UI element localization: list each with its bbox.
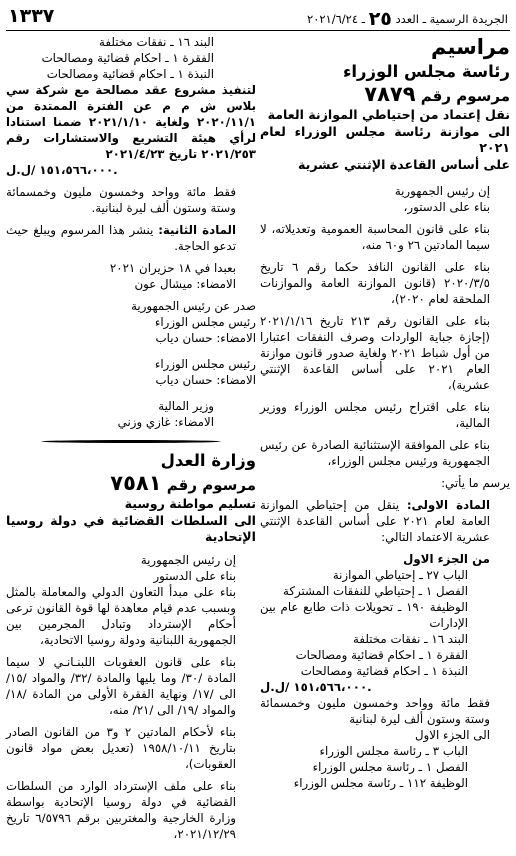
subparagraph-1-cont: النبذة ١ ـ احكام قضائية ومصالحات [46, 67, 214, 81]
preamble-budget-law: بناء على القانون النافذ حكما رقم ٦ تاريخ ٢٠٢٠/٣/٥ (قانون الموازنة العامة والموازنات الملحقة لعام ٢٠٢٠)، [260, 260, 490, 306]
function-112: الوظيفة ١١٢ ـ رئاسة مجلس الوزراء [293, 776, 468, 790]
decree-2-penal-code: بناء على قانون العقوبات اللبنـانـي لا سيما المادة /٣٠/ وما يليها والمادة /٣٢/ والمواد /١٥/ الى /١٧/ ونهاية الفقرة الأولى من المادة /١٨/ والمواد /١٩/ الى /٢١/ منه، [6, 654, 237, 717]
signature-president: الامضاء: ميشال عون [134, 277, 236, 291]
amount-in-words: فقط مائة وواحد وخمسون مليون وخمسمائة وستة وستون ألف ليرة لبنانية [260, 696, 490, 726]
decree-number: ٧٨٧٩ [364, 82, 416, 106]
paragraph-1: الفقرة ١ ـ احكام قضائية ومصالحات [295, 648, 468, 662]
signature-finance-minister: الامضاء: غازي وزني [117, 415, 214, 429]
decree-2-subject-2: الى السلطات القضائية في دولة روسيا الإتحادية [6, 512, 256, 544]
decree-subject-3: على أساس القاعدة الإثنتي عشرية [297, 156, 510, 172]
issue-number: ٢٥ [368, 8, 392, 30]
amount-in-words-2: فقط مائة وواحد وخمسون مليون وخمسمائة وستة وستون ألف ليرة لبنانية. [6, 185, 236, 215]
decree-2-cooperation: بناء على مبدأ التعاون الدولي والمعاملة بالمثل وبسبب عدم قيام معاهدة لها قوة القانون ترعى أحكام الإسترداد وتبادل المجرمين بين الجمهورية اللبنانية ودولة روسيا الاتحادية، [6, 584, 236, 647]
section-divider [6, 434, 256, 448]
article-2-text: ينشر هذا المرسوم ويبلغ حيث تدعو الحاجة. [6, 223, 236, 253]
article-2-label: المادة الثانية: [158, 223, 237, 237]
item-16: البند ١٦ ـ نفقات مختلفة [353, 632, 468, 646]
columns [6, 34, 510, 856]
authority-title: رئاسة مجلس الوزراء [342, 62, 510, 81]
article-1 [260, 497, 510, 545]
section-1-pm: الفصل ١ ـ رئاسة مجلس الوزراء [312, 760, 468, 774]
decree-heading [260, 83, 510, 107]
decree-number-2: ٧٥٨١ [110, 471, 162, 495]
decrees-following: يرسم ما يأتي: [441, 476, 510, 490]
signature-pm-2: الامضاء: حسان دياب [155, 373, 256, 387]
page-header [6, 4, 510, 31]
decree-2-president: إن رئيس الجمهورية [140, 552, 236, 567]
decree-2-extradition-file: بناء على ملف الإسترداد الوارد من السلطات القضائية في دولة روسيا الإتحادية بواسطة وزارة الخارجية والمغتربين برقم ٦/٥٧٩٦ تاريخ ٢٠٢١/١٢/٢٩، [6, 778, 236, 841]
paragraph-1-cont: الفقرة ١ ـ احكام قضائية ومصالحات [41, 51, 214, 65]
preamble-proposal: بناء على اقتراح رئيس مجلس الوزراء ووزير المالية، [260, 400, 490, 430]
article-2 [6, 222, 256, 254]
amount-figures-2: ١٥١،٥٦٦،٠٠٠ /ل.ل. [6, 163, 118, 177]
chapter-3: الباب ٣ ـ رئاسة مجلس الوزراء [319, 744, 468, 758]
subparagraph-1: النبذة ١ ـ احكام قضائية ومصالحات [300, 664, 468, 678]
decree-subject-2: الى موازنة رئاسة مجلس الوزراء لعام ٢٠٢١ [260, 123, 510, 155]
pm-title-2: رئيس مجلس الوزراء [154, 357, 256, 371]
article-1-label: المادة الاولى: [406, 498, 491, 512]
ministry-title: وزارة العدل [160, 451, 256, 470]
function-190: الوظيفة ١٩٠ ـ تحويلات ذات طابع عام بين الإدارات [260, 600, 468, 630]
decree-2-law-1958: بناء لأحكام المادتين ٢ و٣ من القانون الصادر بتاريخ ١٩٥٨/١٠/١١ (تعديل بعض مواد قانون العقوبات)، [6, 724, 236, 771]
decree-2-constitution: بناء على الدستور [153, 568, 236, 583]
amount-figures: ١٥١،٥٦٦،٠٠٠ /ل.ل. [260, 680, 372, 694]
to-part-1-heading: الى الجزء الاول [414, 728, 490, 742]
decree-label-2: مرسوم رقم [166, 476, 256, 494]
gazette-name: الجريدة الرسمية ـ العدد [395, 12, 508, 26]
preamble-accounting-law: بناء على قانون المحاسبة العمومية وتعديلاته، لا سيما المادتين ٢٦ و٦٠ منه، [260, 222, 490, 252]
settlement-purpose: لتنفيذ مشروع عقد مصالحة مع شركة سي بلاس ش م م عن الفترة الممتدة من ٢٠٢٠/١١/١ ولغاية ٢٠٢١/١/١٠ ضمنا استنادا لرأي هيئة التشريع والاستشارات رقم ٢٠٢١/٢٥٣ تاريخ ٢٠٢١/٤/٢٣ [6, 83, 256, 161]
article-1-text: ينقل من إحتياطي الموازنة العامة لعام ٢٠٢١ على أساس القاعدة الإثنتي عشرية الاعتماد التالي: [260, 498, 490, 544]
section-title: مراسيم [431, 35, 510, 59]
decree-heading-2 [6, 472, 256, 496]
page-number: ١٣٣٧ [8, 5, 55, 27]
signature-pm-1: الامضاء: حسان دياب [155, 331, 256, 345]
chapter-27: الباب ٢٧ ـ إحتياطي الموازنة [332, 568, 468, 582]
pm-title-1: رئيس مجلس الوزراء [154, 315, 256, 329]
decree-label: مرسوم رقم [420, 87, 510, 105]
section-1-reserve: الفصل ١ ـ إحتياطي للنفقات المشتركة [283, 584, 468, 598]
finance-minister-title: وزير المالية [158, 399, 214, 413]
preamble-law-213: بناء على القانون رقم ٢١٣ تاريخ ٢٠٢١/١/١٦ (إجازة جباية الواردات وصرف النفقات اعتبارا من أول شباط ٢٠٢١ ولغاية صدور قانون موازنة العام ٢٠٢١ على أساس القاعدة الإثنتي عشرية)، [260, 314, 490, 392]
preamble-president: إن رئيس الجمهورية [394, 184, 490, 198]
preamble-approval: بناء على الموافقة الإستثنائية الصادرة عن رئيس الجمهورية ورئيس مجلس الوزراء، [260, 438, 490, 468]
right-column [260, 34, 510, 791]
issued-by: صدر عن رئيس الجمهورية [131, 299, 256, 313]
decree-2-subject-1: تسليم مواطنة روسية [124, 496, 256, 511]
gazette-issue-line [307, 8, 508, 30]
item-16-cont: البند ١٦ ـ نفقات مختلفة [99, 35, 214, 49]
decree-subject-1: نقل إعتماد من إحتياطي الموازنة العامة [267, 107, 510, 122]
part-1-heading: من الجزء الاول [403, 552, 490, 566]
preamble-constitution: بناء على الدستور، [403, 200, 490, 214]
signing-date: بعبدا في ١٨ حزيران ٢٠٢١ [109, 261, 236, 275]
left-column [6, 34, 256, 842]
issue-date: ـ ٢٠٢١/٦/٢٤ [307, 12, 366, 26]
